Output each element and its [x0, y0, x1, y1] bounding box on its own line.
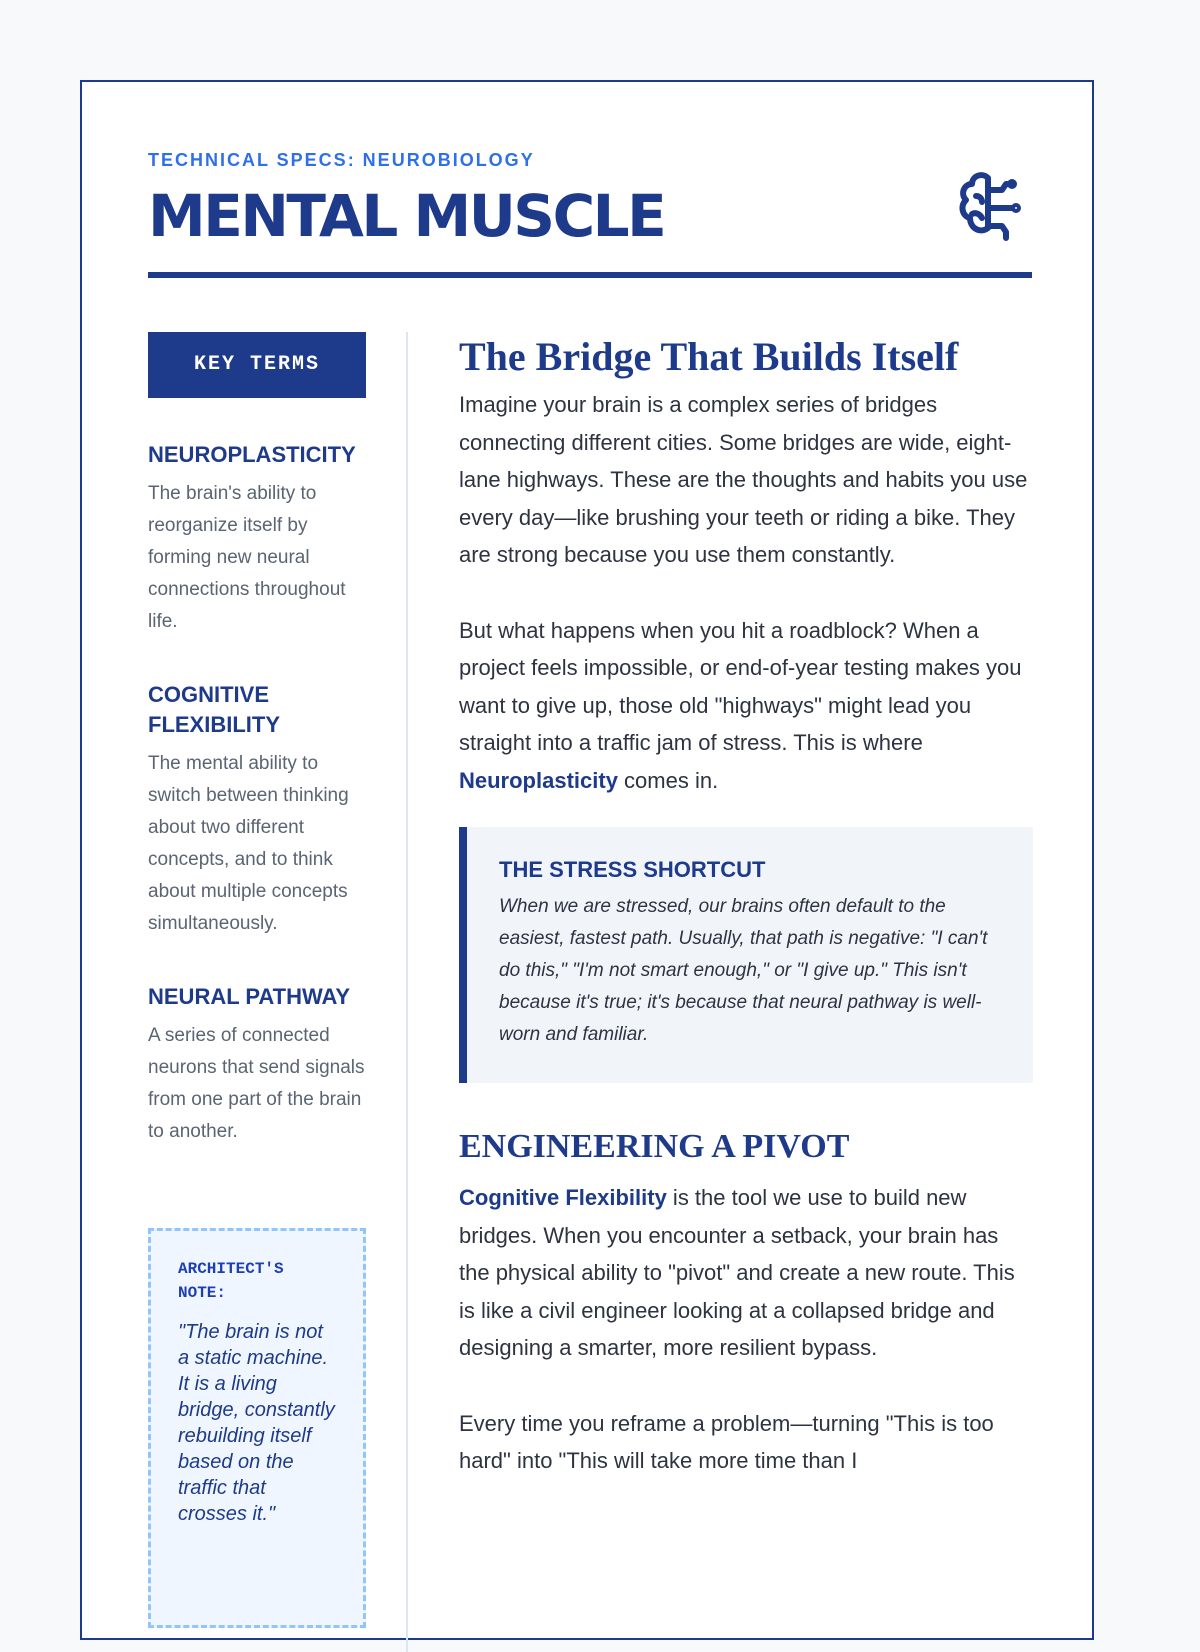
stress-callout: [459, 827, 1033, 1083]
term-item: [148, 440, 366, 638]
sidebar: [148, 332, 366, 1628]
kicker: TECHNICAL SPECS: NEUROBIOLOGY: [148, 150, 535, 170]
term-definition: The mental ability to switch between thinking about two different concepts, and to think about multiple concepts simultaneously.: [148, 753, 349, 934]
text: is the tool we use to build new bridges. When you encounter a setback, your brain has the physical ability to "pivot" and create a new route. This is like a civil engineer looking at a collapsed bridge and designing a smarter, more resilient bypass.: [459, 1185, 1015, 1360]
paragraph: [459, 1179, 1033, 1367]
term-definition: A series of connected neurons that send signals from one part of the brain to another.: [148, 1025, 365, 1142]
highlight-term: Cognitive Flexibility: [459, 1185, 667, 1210]
header-rule: [148, 272, 1032, 278]
term-title: NEURAL PATHWAY: [148, 984, 351, 1009]
text: comes in.: [617, 767, 719, 793]
document-card: [80, 80, 1094, 1640]
term-title: NEUROPLASTICITY: [148, 442, 356, 467]
term-definition: The brain's ability to reorganize itself by forming new neural connections throughout life.: [148, 483, 346, 632]
text: But what happens when you hit a roadblock? When a project feels impossible, or end-of-year testing makes you want to give up, those old "highways" might lead you straight into a traffic jam of stress. This is where: [459, 617, 1022, 755]
paragraph: Every time you reframe a problem—turning "This is too hard" into "This will take more time than I: [459, 1410, 994, 1473]
note-label: ARCHITECT'S NOTE:: [178, 1260, 284, 1302]
architects-note: [148, 1228, 366, 1628]
term-item: [148, 680, 366, 940]
term-item: [148, 982, 366, 1148]
paragraph: [459, 612, 1033, 800]
main-content: [459, 332, 1033, 1480]
page-title: MENTAL MUSCLE: [148, 182, 665, 250]
callout-text: When we are stressed, our brains often default to the easiest, fastest path. Usually, that path is negative: "I can't do this," "I'm not smart enough," or "I give up." This isn't because it's true; it's because that neural pathway is well-worn and familiar.: [499, 896, 988, 1045]
section-heading: The Bridge That Builds Itself: [459, 334, 959, 379]
brain-circuit-icon: [954, 170, 1026, 246]
section-heading: ENGINEERING A PIVOT: [459, 1128, 850, 1165]
paragraph: Imagine your brain is a complex series of bridges connecting different cities. Some bridges are wide, eight-lane highways. These are the thoughts and habits you use every day—like brushing your teeth or riding a bike. They are strong because you use them constantly.: [459, 392, 1028, 567]
key-terms-heading: KEY TERMS: [148, 332, 366, 398]
column-divider: [406, 332, 408, 1652]
highlight-term: Neuroplasticity: [459, 767, 618, 793]
note-quote: "The brain is not a static machine. It is a living bridge, constantly rebuilding itself based on the traffic that crosses it.": [178, 1321, 335, 1525]
callout-title: THE STRESS SHORTCUT: [499, 857, 766, 882]
term-title: COGNITIVE FLEXIBILITY: [148, 682, 280, 737]
